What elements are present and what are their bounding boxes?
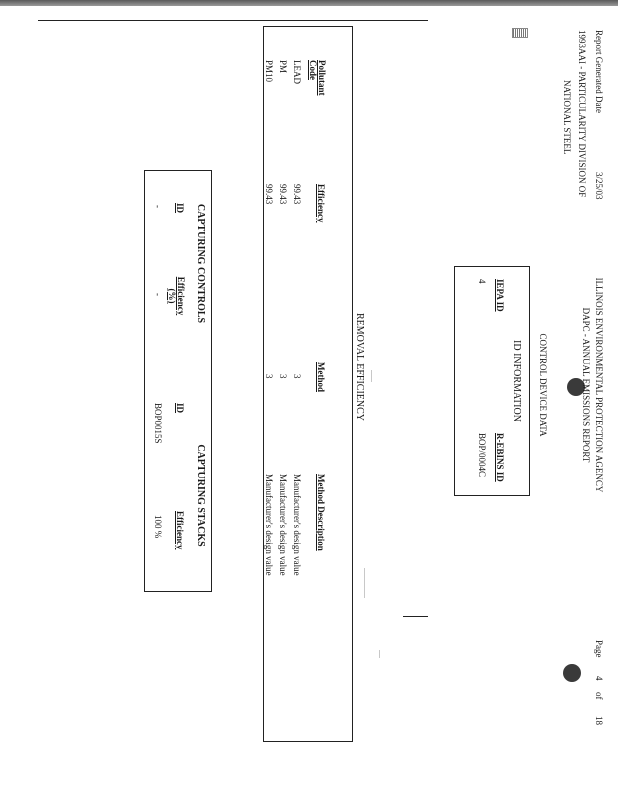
method-value: 3 <box>292 374 302 379</box>
rebins-id-value: BOP/0004C <box>477 433 487 478</box>
id-information-box <box>454 266 530 496</box>
capturing-box <box>144 170 212 592</box>
stacks-id-header: ID <box>175 403 185 414</box>
page-label: Page <box>594 640 604 658</box>
capturing-stacks-title: CAPTURING STACKS <box>195 444 206 547</box>
efficiency-value: 99.43 <box>292 184 302 205</box>
stacks-efficiency-value: 100 % <box>153 515 163 539</box>
efficiency-header: Efficiency <box>316 184 326 223</box>
removal-efficiency-title: REMOVAL EFFICIENCY <box>354 312 365 422</box>
method-header: Method <box>316 362 326 392</box>
stacks-id-value: BOP0015S <box>153 403 163 444</box>
pollutant-code: PM <box>278 60 288 74</box>
method-description: Manufacturer's design value <box>292 474 302 576</box>
page-number: 4 <box>594 676 604 681</box>
controls-efficiency-header: Efficiency (%) <box>167 276 186 316</box>
pollutant-code-header: Pollutant Code <box>308 60 327 96</box>
company-parent: NATIONAL STEEL <box>562 80 572 155</box>
removal-efficiency-box <box>263 26 365 742</box>
pollutant-code: PM10 <box>264 60 274 83</box>
mid-rule <box>403 616 428 617</box>
method-description-header: Method Description <box>316 474 326 551</box>
efficiency-value: 99.43 <box>264 184 274 205</box>
scan-mark-3 <box>379 650 380 658</box>
method-description: Manufacturer's design value <box>264 474 274 576</box>
method-value: 3 <box>264 374 274 379</box>
rebins-id-header: R-EBINS ID <box>495 433 505 482</box>
method-value: 3 <box>278 374 288 379</box>
controls-id-value: - <box>153 205 163 208</box>
report-title: DAPC - ANNUAL EMISSIONS REPORT <box>581 307 591 463</box>
section-title: CONTROL DEVICE DATA <box>538 333 548 437</box>
pollutant-code: LEAD <box>292 60 302 84</box>
method-description: Manufacturer's design value <box>278 474 288 576</box>
page-total: 18 <box>594 716 604 725</box>
iepa-id-header: IEPA ID <box>495 279 505 312</box>
agency-title: ILLINOIS ENVIRONMENTAL PROTECTION AGENCY <box>594 277 604 493</box>
iepa-id-value: 4 <box>477 279 487 284</box>
stacks-efficiency-header: Efficiency <box>175 511 185 550</box>
left-rule <box>38 20 428 21</box>
controls-efficiency-value: - <box>153 293 163 296</box>
scan-mark-2 <box>364 568 365 598</box>
scan-mark-1 <box>371 370 372 382</box>
controls-id-header: ID <box>175 203 185 214</box>
capturing-controls-title: CAPTURING CONTROLS <box>195 203 206 324</box>
efficiency-value: 99.43 <box>278 184 288 205</box>
id-info-title: ID INFORMATION <box>511 340 522 422</box>
report-date: 3/25/03 <box>594 172 604 200</box>
report-date-label: Report Generated Date <box>594 30 604 113</box>
page-of: of <box>594 692 604 700</box>
company-name: 1993AAI - PARTICULARITY DIVISION OF <box>577 30 587 198</box>
